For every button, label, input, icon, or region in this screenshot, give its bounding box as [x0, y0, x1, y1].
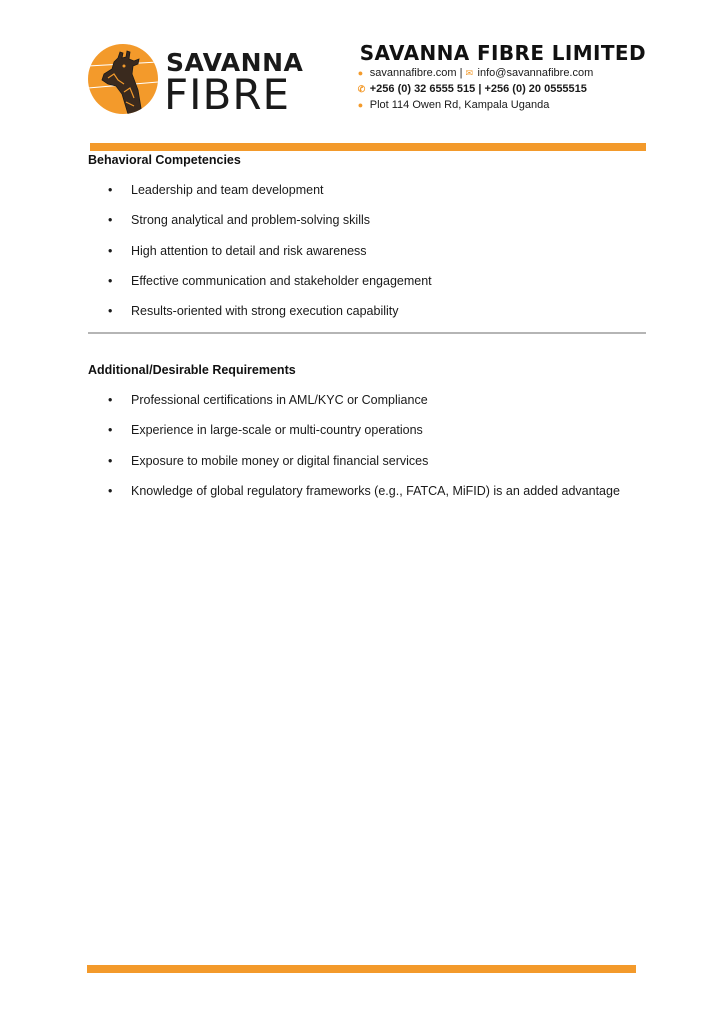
bullet-icon: •: [108, 483, 113, 498]
list-item-text: Knowledge of global regulatory frameworks (e.g., FATCA, MiFID) is an added advantage: [131, 483, 620, 498]
company-logo: [88, 42, 304, 119]
logo-text-savanna: SAVANNA: [166, 48, 304, 77]
phone-2: +256 (0) 20 0555515: [484, 83, 587, 95]
section-title-behavioral: Behavioral Competencies: [88, 153, 241, 167]
phone-icon: ✆: [357, 84, 366, 94]
bullet-icon: •: [108, 304, 113, 319]
company-name: SAVANNA FIBRE LIMITED: [359, 41, 646, 65]
section-title-additional: Additional/Desirable Requirements: [88, 363, 296, 377]
section-divider: [88, 332, 646, 334]
separator: |: [459, 67, 463, 79]
web-email-line: [358, 65, 646, 81]
list-item-text: Exposure to mobile money or digital financial services: [131, 453, 429, 468]
bullet-icon: •: [108, 453, 113, 468]
website-link[interactable]: savannafibre.com: [369, 67, 457, 79]
list-item-text: Leadership and team development: [131, 183, 324, 197]
bullet-icon: •: [108, 423, 113, 438]
list-item-text: Effective communication and stakeholder engagement: [131, 273, 432, 288]
list-item-text: High attention to detail and risk awareness: [131, 243, 367, 258]
bullet-icon: •: [108, 273, 113, 288]
company-info: [358, 41, 646, 113]
email-link[interactable]: info@savannafibre.com: [477, 67, 594, 79]
list-item-text: Strong analytical and problem-solving skills: [131, 213, 371, 228]
web-icon: ●: [357, 68, 364, 78]
phone-1: +256 (0) 32 6555 515: [369, 83, 476, 95]
list-item-text: Professional certifications in AML/KYC or Compliance: [131, 393, 428, 407]
bullet-icon: •: [108, 183, 113, 197]
logo-text-fibre: FIBRE: [164, 70, 291, 119]
phone-line: [358, 81, 646, 97]
separator: |: [478, 83, 482, 95]
bullet-icon: •: [108, 243, 113, 258]
list-item-text: Results-oriented with strong execution capability: [131, 304, 399, 319]
address-line: [358, 97, 646, 113]
email-icon: ✉: [465, 68, 474, 78]
location-pin-icon: ●: [357, 100, 364, 110]
bullet-icon: •: [108, 213, 113, 228]
bullet-icon: •: [108, 393, 113, 407]
list-item-text: Experience in large-scale or multi-country operations: [131, 423, 423, 438]
footer-accent-bar: [87, 965, 636, 973]
giraffe-logo-icon: [88, 44, 158, 114]
address: Plot 114 Owen Rd, Kampala Uganda: [369, 99, 550, 111]
header-accent-bar: [90, 143, 646, 151]
